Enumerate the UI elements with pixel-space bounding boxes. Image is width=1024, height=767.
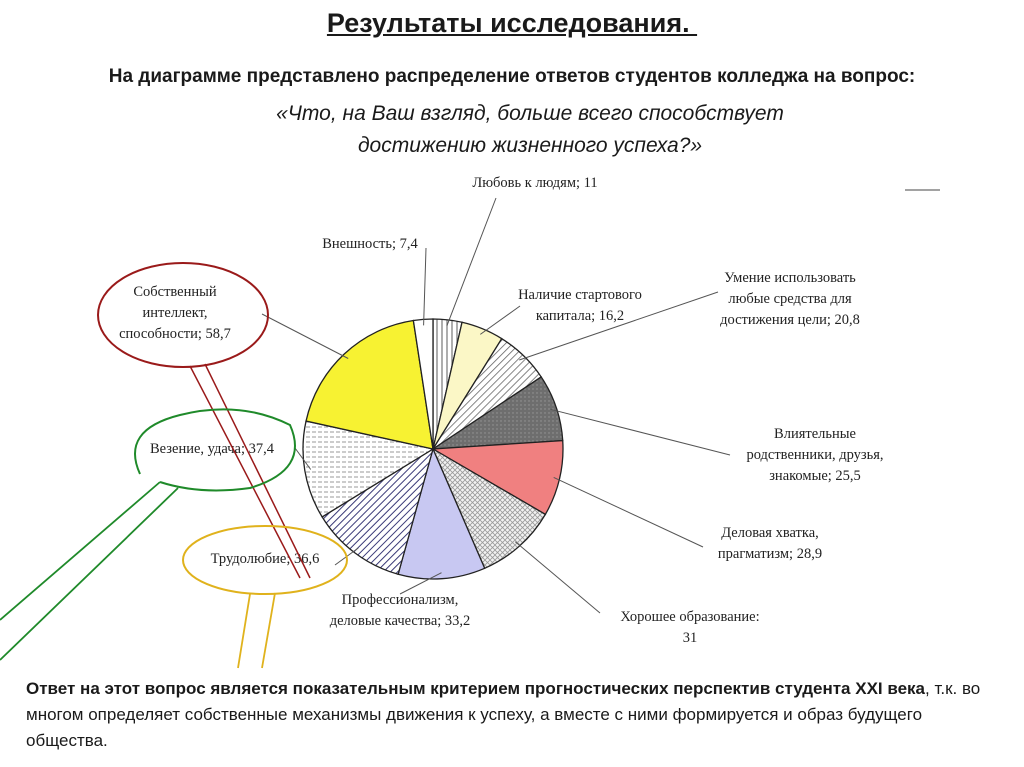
conclusion-text [26, 676, 1006, 754]
slice-label-5: 31 [682, 630, 698, 646]
slice-label-9: интеллект, [142, 305, 208, 321]
slice-label-1: капитала; 16,2 [535, 308, 625, 324]
slice-label-7: Трудолюбие; 36,6 [210, 551, 320, 567]
chart-subtitle: На диаграмме представлено распределение ответов студентов колледжа на вопрос: [108, 66, 916, 87]
slice-label-2: достижения цели; 20,8 [720, 312, 860, 328]
survey-question: «Что, на Ваш взгляд, больше всего способствует достижению жизненного успеха?» [276, 102, 784, 157]
slice-label-9: Собственный [133, 284, 217, 300]
leader-line-5 [515, 542, 600, 613]
slice-label-8: Везение, удача; 37,4 [150, 441, 274, 457]
slice-label-2: любые средства для [728, 291, 852, 307]
leader-line-9 [262, 314, 348, 359]
ellipse-green-tail-2 [0, 488, 178, 660]
slice-label-3: знакомые; 25,5 [769, 468, 861, 484]
slice-label-10: Внешность; 7,4 [322, 236, 418, 252]
slice-label-3: Влиятельные [774, 426, 856, 442]
leader-line-1 [480, 306, 520, 334]
slice-label-4: Деловая хватка, [721, 525, 819, 541]
slice-label-4: прагматизм; 28,9 [717, 546, 823, 562]
ellipse-red-tail-2 [205, 364, 310, 578]
ellipse-yellow-tail-2 [262, 593, 275, 668]
ellipse-green-tail-1 [0, 482, 160, 620]
slice-label-2: Умение использовать [724, 270, 856, 286]
conclusion-normal: , т.к. во многом определяет собственные механизмы движения к успеху, а вместе с ними формируется и образ будущего общества. [26, 679, 981, 750]
slice-label-1: Наличие стартового [518, 287, 642, 303]
leader-line-3 [551, 409, 731, 455]
leader-line-0 [447, 198, 496, 326]
slice-label-0: Любовь к людям; 11 [472, 175, 598, 191]
slice-label-9: способности; 58,7 [119, 326, 231, 342]
conclusion-bold: Ответ на этот вопрос является показательным критерием прогностических перспектив студента XXI века [26, 679, 926, 698]
leader-line-10 [424, 248, 426, 325]
leader-line-4 [554, 477, 703, 547]
slice-label-6: деловые качества; 33,2 [329, 613, 471, 629]
ellipse-yellow-tail-1 [238, 594, 250, 668]
slice-label-6: Профессионализм, [341, 592, 459, 608]
slice-label-5: Хорошее образование: [620, 609, 760, 625]
page-title: Результаты исследования. [326, 8, 698, 38]
slice-label-3: родственники, друзья, [746, 447, 884, 463]
